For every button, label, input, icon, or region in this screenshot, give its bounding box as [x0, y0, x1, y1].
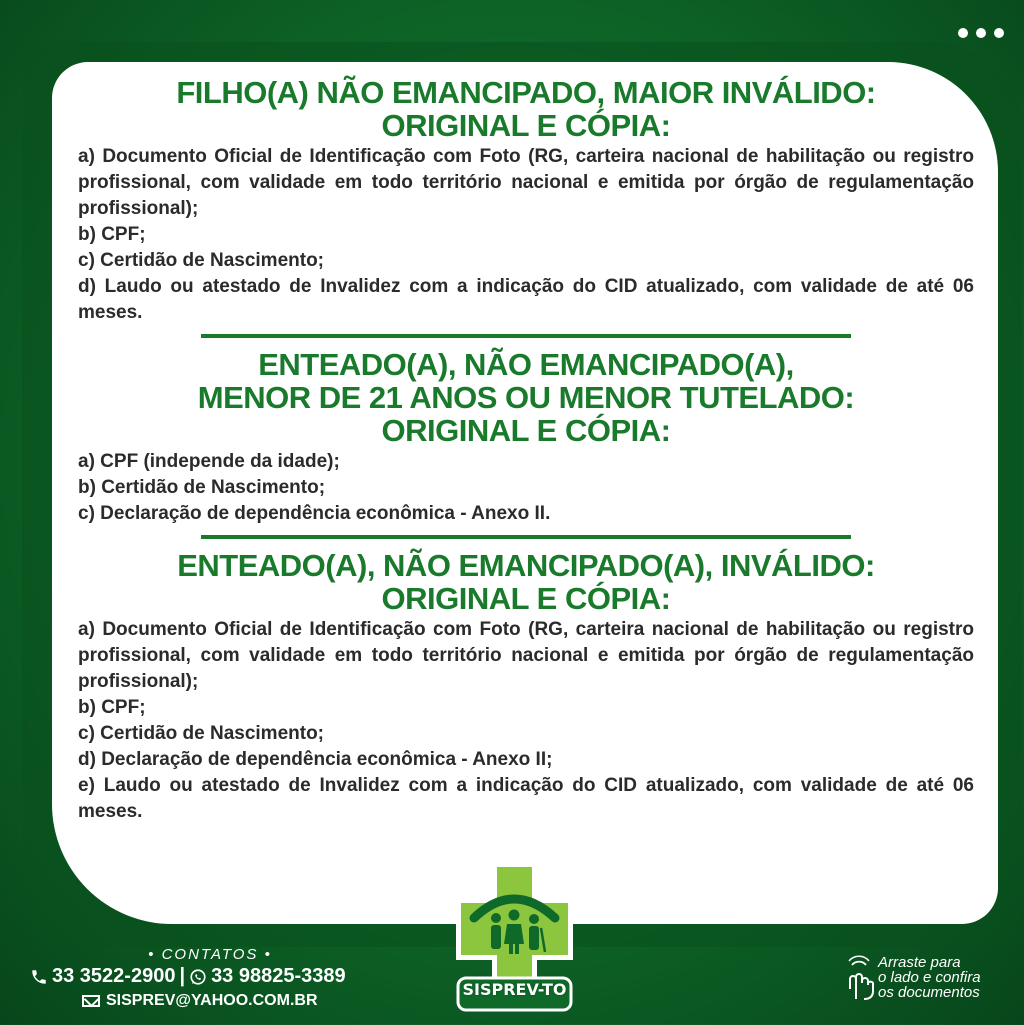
list-item: a) Documento Oficial de Identificação com Foto (RG, carteira nacional de habilitação ou registro profissional, com validade em todo território nacional e emitida por órgão de regulamentação profissional); — [78, 619, 974, 692]
section-title: ENTEADO(A), NÃO EMANCIPADO(A), INVÁLIDO: — [177, 548, 875, 583]
separator: | — [179, 965, 186, 987]
whatsapp-number[interactable]: 33 98825-3389 — [211, 965, 346, 987]
list-item: a) CPF (independe da idade); — [78, 451, 340, 472]
list-item: e) Laudo ou atestado de Invalidez com a indicação do CID atualizado, com validade de até 06 meses. — [78, 775, 974, 822]
phone-icon — [30, 968, 48, 986]
section-title: FILHO(A) NÃO EMANCIPADO, MAIOR INVÁLIDO: — [176, 75, 876, 110]
section-filho-maior-invalido — [78, 76, 974, 326]
section-title: MENOR DE 21 ANOS OU MENOR TUTELADO: — [197, 380, 855, 415]
section-subtitle: ORIGINAL E CÓPIA: — [381, 581, 671, 616]
list-item: d) Laudo ou atestado de Invalidez com a indicação do CID atualizado, com validade de até 06 meses. — [78, 276, 974, 323]
list-item: c) Certidão de Nascimento; — [78, 723, 324, 744]
swipe-text-line: o lado e confira — [878, 969, 981, 986]
phone-number[interactable]: 33 3522-2900 — [52, 965, 176, 987]
document-list — [78, 144, 974, 326]
email-address[interactable]: SISPREV@YAHOO.COM.BR — [106, 992, 318, 1009]
swipe-text-line: Arraste para — [878, 954, 961, 971]
divider — [201, 334, 851, 338]
contacts-block — [30, 946, 390, 1010]
list-item: b) CPF; — [78, 224, 146, 245]
section-title: ENTEADO(A), NÃO EMANCIPADO(A), — [258, 347, 794, 382]
sisprev-logo — [452, 860, 577, 1020]
more-dots-icon[interactable] — [958, 28, 1004, 38]
list-item: c) Declaração de dependência econômica - Anexo II. — [78, 503, 551, 524]
list-item: c) Certidão de Nascimento; — [78, 250, 324, 271]
contacts-heading: • CONTATOS • — [148, 946, 272, 963]
logo-text: SISPREV-TO — [462, 980, 567, 999]
email-line — [30, 992, 390, 1010]
document-list — [78, 449, 974, 527]
section-subtitle: ORIGINAL E CÓPIA: — [381, 108, 671, 143]
swipe-text-line: os documentos — [878, 984, 980, 1001]
list-item: d) Declaração de dependência econômica - Anexo II; — [78, 749, 553, 770]
swipe-hint — [848, 955, 1018, 1001]
document-list — [78, 617, 974, 825]
section-enteado-menor — [78, 348, 974, 527]
list-item: b) CPF; — [78, 697, 146, 718]
mail-icon — [82, 995, 100, 1007]
section-subtitle: ORIGINAL E CÓPIA: — [381, 413, 671, 448]
content-card — [52, 62, 998, 924]
list-item: b) Certidão de Nascimento; — [78, 477, 326, 498]
divider — [201, 535, 851, 539]
phone-line — [30, 965, 390, 988]
swipe-hand-icon — [848, 955, 874, 1001]
list-item: a) Documento Oficial de Identificação com Foto (RG, carteira nacional de habilitação ou registro profissional, com validade em todo território nacional e emitida por órgão de regulamentação profissional); — [78, 146, 974, 219]
section-enteado-invalido — [78, 549, 974, 825]
whatsapp-icon — [189, 968, 207, 986]
